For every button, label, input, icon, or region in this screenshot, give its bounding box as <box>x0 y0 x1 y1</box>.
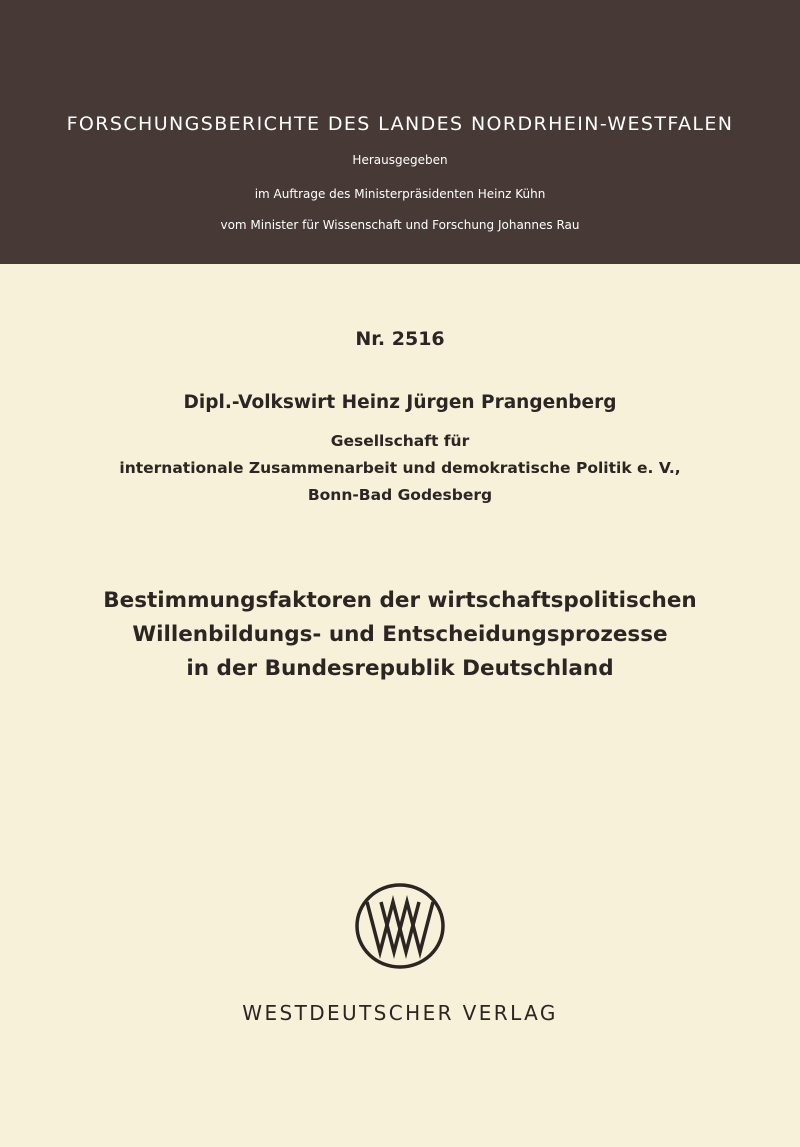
title-line-1: Bestimmungsfaktoren der wirtschaftspolitischen <box>103 588 697 613</box>
affiliation-line-2: internationale Zusammenarbeit und demokratische Politik e. V., <box>119 459 681 477</box>
title-line-3: in der Bundesrepublik Deutschland <box>186 656 614 681</box>
book-title <box>0 584 800 686</box>
author-affiliation <box>0 428 800 509</box>
series-title: FORSCHUNGSBERICHTE DES LANDES NORDRHEIN-WESTFALEN <box>66 113 734 135</box>
cover-content <box>0 264 800 1147</box>
series-header-band <box>0 0 800 264</box>
author-name: Dipl.-Volkswirt Heinz Jürgen Prangenberg <box>183 392 617 413</box>
editor-line-1: Herausgegeben <box>352 153 448 167</box>
editor-line-3: vom Minister für Wissenschaft und Forschung Johannes Rau <box>220 218 580 232</box>
ww-circle-logo-icon <box>350 882 450 970</box>
editor-line-2: im Auftrage des Ministerpräsidenten Heinz Kühn <box>254 187 546 201</box>
publisher-name: WESTDEUTSCHER VERLAG <box>242 1001 558 1025</box>
affiliation-line-3: Bonn-Bad Godesberg <box>307 486 493 504</box>
affiliation-line-1: Gesellschaft für <box>330 432 470 450</box>
report-number: Nr. 2516 <box>355 328 445 350</box>
title-line-2: Willenbildungs- und Entscheidungsprozesse <box>132 622 668 647</box>
